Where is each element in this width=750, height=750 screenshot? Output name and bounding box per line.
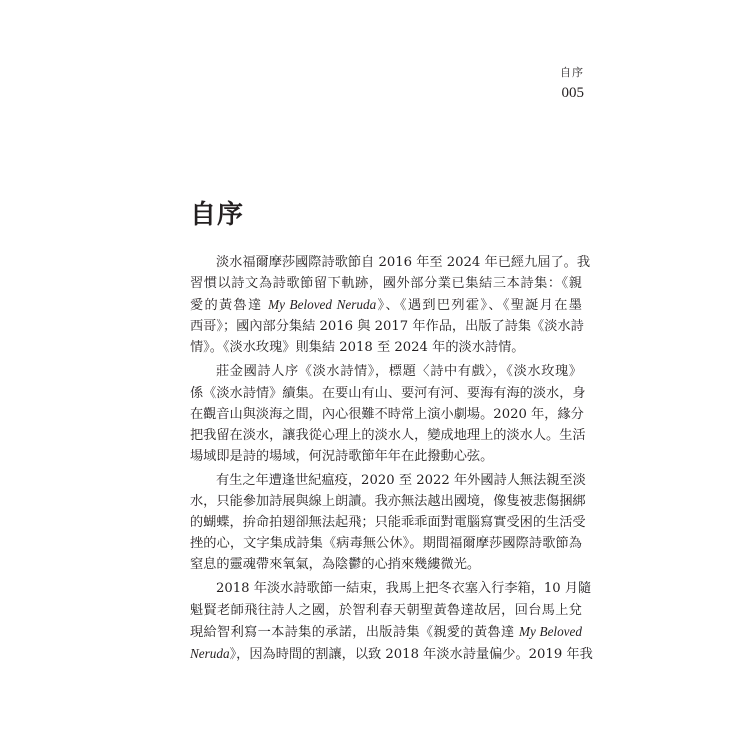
text-line: 把我留在淡水，讓我從心理上的淡水人，變成地理上的淡水人。生活 — [190, 427, 586, 443]
text-line: 情》。《淡水玫瑰》則集結 2018 至 2024 年的淡水詩情。 — [190, 340, 525, 356]
page-number: 005 — [561, 85, 584, 101]
running-title: 自序 — [560, 66, 584, 79]
body-text — [190, 252, 593, 668]
text-line: Neruda》，因為時間的割讓，以致 2018 年淡水詩量偏少。2019 年我 — [190, 645, 593, 662]
paragraph — [190, 361, 586, 466]
text-line: 係《淡水詩情》續集。在要山有山、要河有河、要海有海的淡水，身 — [190, 385, 586, 401]
paragraph — [190, 470, 586, 575]
text-line: 莊金國詩人序《淡水詩情》，標題〈詩中有戲〉，《淡水玫瑰》 — [216, 364, 582, 380]
running-head — [560, 66, 584, 102]
text-line: 習慣以詩文為詩歌節留下軌跡，國外部分業已集結三本詩集：《親 — [190, 276, 582, 292]
text-line: 窒息的靈魂帶來氧氣，為陰鬱的心捎來幾縷微光。 — [190, 557, 481, 573]
text-line: 場域即是詩的場域，何況詩歌節年年在此撥動心弦。 — [190, 448, 494, 464]
text-line: 淡水福爾摩莎國際詩歌節自 2016 年至 2024 年已經九屆了。我 — [216, 255, 591, 270]
paragraph — [190, 252, 591, 358]
text-line: 挫的心，文字集成詩集《病毒無公休》。期間福爾摩莎國際詩歌節為 — [190, 536, 582, 552]
text-line: 魁賢老師飛往詩人之國，於智利春天朝聖黃魯達故居，回台馬上兌 — [190, 602, 582, 618]
text-line: 現給智利寫一本詩集的承諾，出版詩集《親愛的黃魯達 My Beloved — [190, 623, 582, 640]
chapter-title: 自序 — [190, 200, 245, 230]
english-title: My Beloved — [519, 623, 582, 639]
text-line: 在觀音山與淡海之間，內心很難不時常上演小劇場。2020 年，緣分 — [190, 406, 584, 422]
text-line: 2018 年淡水詩歌節一結束，我馬上把冬衣塞入行李箱，10 月隨 — [216, 581, 592, 597]
text-line: 愛的黃魯達 My Beloved Neruda》、《遇到巴列霍》、《聖誕月在墨 — [190, 297, 582, 314]
text-line: 水，只能參加詩展與線上朗讀。我亦無法越出國境，像隻被悲傷捆綁 — [190, 494, 586, 510]
text-line: 西哥》；國內部分集結 2016 與 2017 年作品，出版了詩集《淡水詩 — [190, 319, 584, 335]
english-title: Neruda — [190, 645, 230, 661]
text-line: 的蝴蝶，拚命拍翅卻無法起飛；只能乖乖面對電腦寫實受困的生活受 — [190, 515, 586, 531]
text-line: 有生之年遭逢世紀瘟疫，2020 至 2022 年外國詩人無法親至淡 — [216, 472, 586, 488]
paragraph — [190, 578, 593, 664]
english-title: My Beloved Neruda — [268, 297, 377, 313]
